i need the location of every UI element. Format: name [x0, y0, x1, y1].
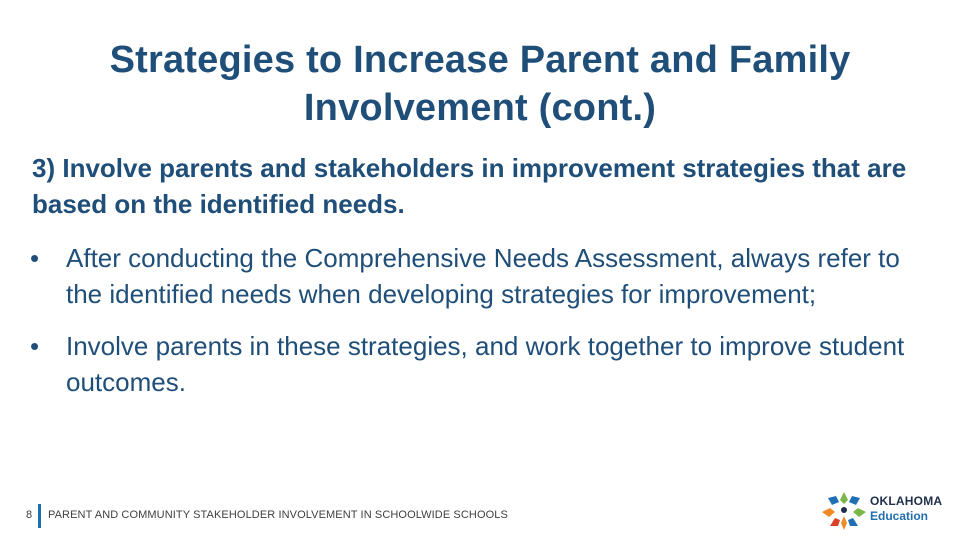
- page-number: 8: [26, 509, 33, 521]
- oklahoma-education-logo: [820, 488, 950, 532]
- slide-subheading: 3) Involve parents and stakeholders in improvement strategies that are based on the identified needs.: [32, 153, 907, 219]
- bullet-item: [30, 328, 910, 400]
- slide-title: Strategies to Increase Parent and Family Involvement (cont.): [109, 39, 851, 129]
- bullet-text: Involve parents in these strategies, and work together to improve student outcomes.: [66, 331, 905, 397]
- slide-footer: [0, 500, 960, 530]
- bullet-list: [30, 240, 910, 416]
- bullet-text: After conducting the Comprehensive Needs Assessment, always refer to the identified needs when developing strategies for improvement;: [66, 243, 900, 309]
- bullet-item: [30, 240, 910, 312]
- bullet-icon: •: [30, 331, 40, 361]
- logo-mark-icon: [820, 488, 868, 532]
- footer-title: PARENT AND COMMUNITY STAKEHOLDER INVOLVEMENT IN SCHOOLWIDE SCHOOLS: [48, 509, 508, 521]
- footer-divider: [38, 504, 41, 528]
- bullet-icon: •: [30, 243, 40, 273]
- logo-line-education: Education: [870, 509, 929, 523]
- logo-line-oklahoma: OKLAHOMA: [870, 494, 943, 508]
